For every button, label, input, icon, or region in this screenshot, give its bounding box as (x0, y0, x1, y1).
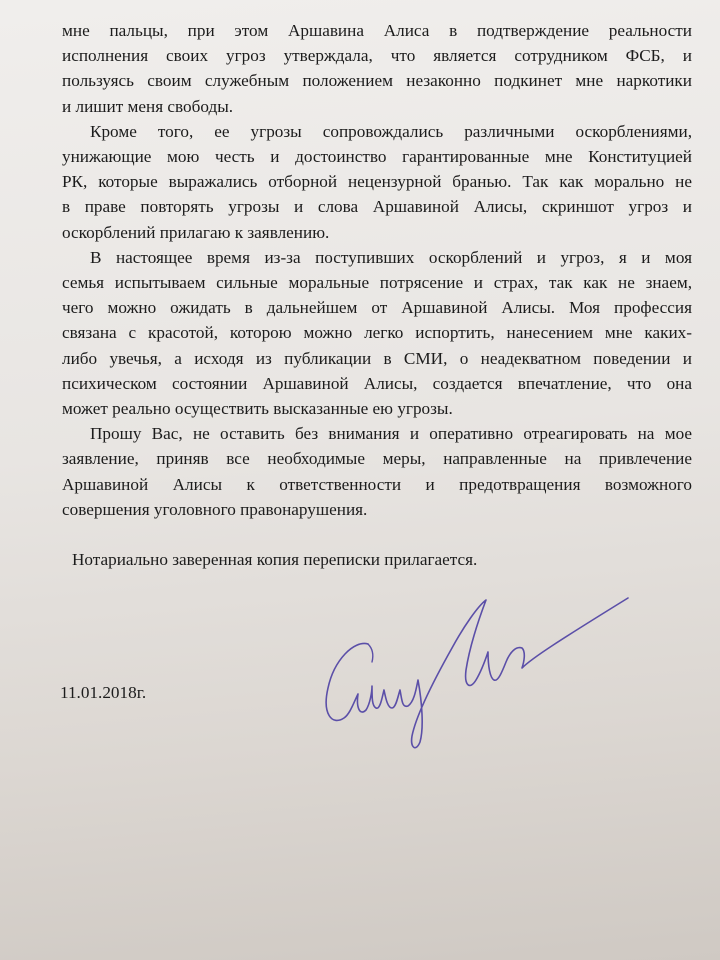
text-line: В настоящее время из-за поступивших оскорблений и угроз, я и моя (90, 247, 692, 267)
text-line: Прошу Вас, не оставить без внимания и оперативно отреагировать на мое (90, 424, 692, 444)
text-line: исполнения своих угроз утверждала, что является сотрудником ФСБ, и (62, 46, 692, 66)
handwritten-signature (310, 582, 630, 772)
text-line: совершения уголовного правонарушения. (62, 499, 368, 519)
text-line: унижающие мою честь и достоинство гарантированные мне Конституцией (62, 147, 692, 167)
paragraph-3 (62, 245, 692, 421)
document-body (62, 18, 692, 522)
text-line: РК, которые выражались отборной нецензурной бранью. Так как морально не (62, 172, 692, 192)
signature-stroke (368, 644, 373, 662)
text-line: психическом состоянии Аршавиной Алисы, создается впечатление, что она (62, 373, 692, 393)
text-line: связана с красотой, которою можно легко испортить, нанесением мне каких- (62, 323, 692, 343)
text-line: либо увечья, а исходя из публикации в СМИ, о неадекватном поведении и (62, 348, 692, 368)
text-line: семья испытываем сильные моральные потрясение и страх, так как не знаем, (62, 273, 692, 293)
signature-stroke (326, 598, 628, 748)
text-line: оскорблений прилагаю к заявлению. (62, 222, 330, 242)
text-line: Аршавиной Алисы к ответственности и предотвращения возможного (62, 474, 692, 494)
text-line: и лишит меня свободы. (62, 96, 234, 116)
paragraph-1 (62, 18, 692, 119)
text-line: мне пальцы, при этом Аршавина Алиса в подтверждение реальности (62, 21, 692, 40)
text-line: пользуясь своим служебным положением незаконно подкинет мне наркотики (62, 71, 692, 91)
document-date: 11.01.2018г. (60, 683, 147, 702)
text-line: чего можно ожидать в дальнейшем от Аршавиной Алисы. Моя профессия (62, 298, 692, 318)
text-line: может реально осуществить высказанные ею угрозы. (62, 399, 453, 419)
paragraph-2 (62, 119, 692, 245)
text-line: заявление, приняв все необходимые меры, направленные на привлечение (62, 449, 692, 469)
text-line: Кроме того, ее угрозы сопровождались различными оскорблениями, (90, 121, 692, 141)
text-line: в праве повторять угрозы и слова Аршавиной Алисы, скриншот угроз и (62, 197, 692, 217)
attachment-note: Нотариально заверенная копия переписки прилагается. (72, 550, 478, 569)
paragraph-4 (62, 421, 692, 522)
